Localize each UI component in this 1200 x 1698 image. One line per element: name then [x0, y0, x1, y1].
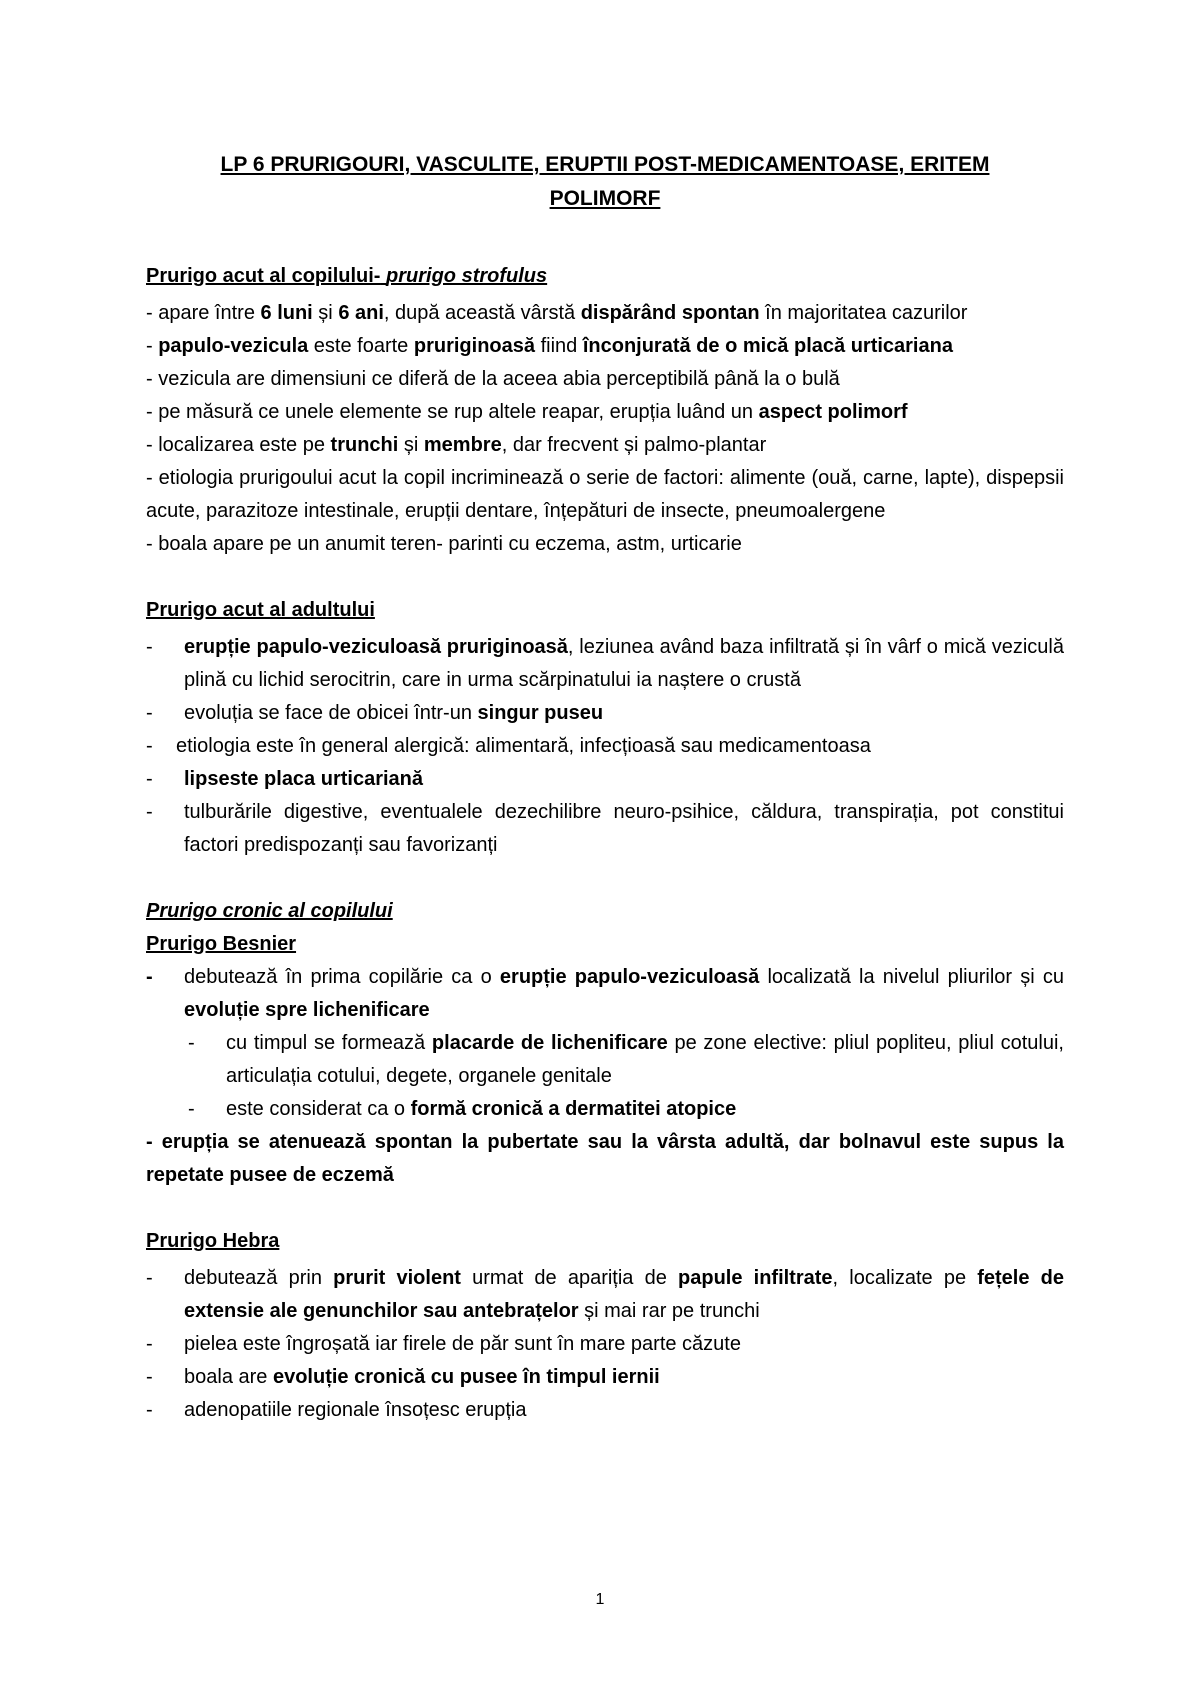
paragraph-line: - papulo-vezicula este foarte pruriginoasă fiind înconjurată de o mică placă urticariana [146, 335, 953, 357]
document-title-line-2: POLIMORF [549, 187, 661, 210]
list-item: - etiologia este în general alergică: alimentară, infecțioasă sau medicamentoasa [146, 735, 871, 757]
section-heading-prurigo-hebra: Prurigo Hebra [146, 1230, 280, 1252]
paragraph-line: - erupția se atenuează spontan la pubertate sau la vârsta adultă, dar bolnavul este supus la repetate pusee de eczemă [146, 1131, 1064, 1186]
list-item: - debutează prin prurit violent urmat de apariția de papule infiltrate, localizate pe fețele de extensie ale genunchilor sau antebrațelor și mai rar pe trunchi [146, 1267, 1064, 1322]
list-item: - erupție papulo-veziculoasă pruriginoasă, leziunea având baza infiltrată și în vârf o mică veziculă plină cu lichid serocitrin, care in urma scărpinatului ia naștere o crustă [146, 636, 1064, 691]
list-item: - pielea este îngroșată iar firele de păr sunt în mare parte căzute [146, 1333, 741, 1355]
section-heading-prurigo-acut-adult: Prurigo acut al adultului [146, 599, 375, 621]
list-item-nested: - este considerat ca o formă cronică a dermatitei atopice [188, 1098, 737, 1120]
subsection-heading-prurigo-besnier: Prurigo Besnier [146, 933, 297, 955]
list-item: - adenopatiile regionale însoțesc erupția [146, 1399, 527, 1421]
list-item: - lipseste placa urticariană [146, 768, 424, 790]
page-number: 1 [595, 1591, 605, 1608]
list-item: - tulburările digestive, eventualele dezechilibre neuro-psihice, căldura, transpirația, pot constitui factori predispozanți sau favorizanți [146, 801, 1064, 856]
paragraph-line: - boala apare pe un anumit teren- parinti cu eczema, astm, urticarie [146, 533, 742, 555]
paragraph-line: - etiologia prurigoului acut la copil incriminează o serie de factori: alimente (ouă, carne, lapte), dispepsii acute, parazitoze intestinale, erupții dentare, înțepături de insecte, pneumoalergene [146, 467, 1064, 522]
list-item-nested: - cu timpul se formează placarde de lichenificare pe zone elective: pliul popliteu, pliul cotului, articulația cotului, degete, organele genitale [188, 1032, 1064, 1087]
section-heading-prurigo-cronic-copil: Prurigo cronic al copilului [146, 900, 393, 922]
paragraph-line: - pe măsură ce unele elemente se rup altele reapar, erupția luând un aspect polimorf [146, 401, 908, 423]
paragraph-line: - vezicula are dimensiuni ce diferă de la aceea abia perceptibilă până la o bulă [146, 368, 840, 390]
heading-emphasis: prurigo strofulus [386, 265, 548, 287]
paragraph-line: - localizarea este pe trunchi și membre, dar frecvent și palmo-plantar [146, 434, 767, 456]
section-heading-prurigo-acut-copil: Prurigo acut al copilului- prurigo strofulus [146, 265, 548, 287]
document-content [146, 148, 1064, 1427]
list-item: - boala are evoluție cronică cu pusee în timpul iernii [146, 1366, 660, 1388]
paragraph-line: - apare între 6 luni și 6 ani, după această vârstă dispărând spontan în majoritatea cazurilor [146, 302, 968, 324]
list-item: - debutează în prima copilărie ca o erupție papulo-veziculoasă localizată la nivelul pliurilor și cu evoluție spre lichenificare [146, 966, 1065, 1021]
list-item: - evoluția se face de obicei într-un singur puseu [146, 702, 604, 724]
document-title-line-1: LP 6 PRURIGOURI, VASCULITE, ERUPTII POST-MEDICAMENTOASE, ERITEM [220, 153, 990, 176]
